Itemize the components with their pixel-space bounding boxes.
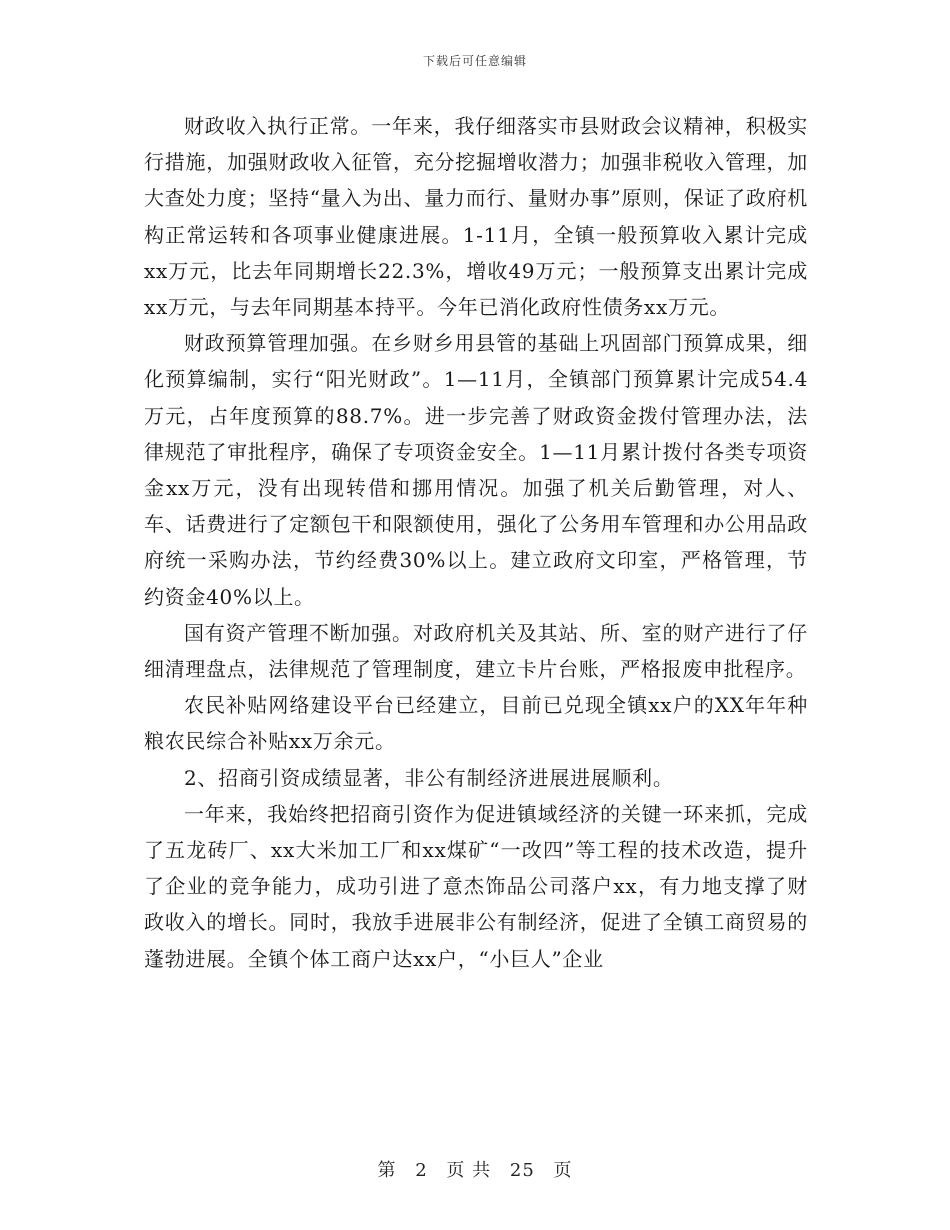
page-header: 下载后可任意编辑 [422,54,527,68]
paragraph-fiscal-revenue: 财政收入执行正常。一年来，我仔细落实市县财政会议精神，积极实行措施，加强财政收入征管，充分挖掘增收潜力；加强非税收入管理，加大查处力度；坚持“量入为出、量力而行、量财办事”原则，保证了政府机构正常运转和各项事业健康进展。1-11月，全镇一般预算收入累计完成xx万元，比去年同期增长22.3%，增收49万元；一般预算支出累计完成xx万元，与去年同期基本持平。今年已消化政府性债务xx万元。 [144,114,808,320]
paragraph-budget-management: 财政预算管理加强。在乡财乡用县管的基础上巩固部门预算成果，细化预算编制，实行“阳光财政”。1—11月，全镇部门预算累计完成54.4万元，占年度预算的88.7%。进一步完善了财政资金拨付管理办法，法律规范了审批程序，确保了专项资金安全。1—11月累计拨付各类专项资金xx万元，没有出现转借和挪用情况。加强了机关后勤管理，对人、车、话费进行了定额包干和限额使用，强化了公务用车管理和办公用品政府统一采购办法，节约经费30%以上。建立政府文印室，严格管理，节约资金40%以上。 [144,331,808,609]
paragraph-farmer-subsidy: 农民补贴网络建设平台已经建立，目前已兑现全镇xx户的XX年年种粮农民综合补贴xx万余元。 [144,693,808,754]
paragraph-investment: 一年来，我始终把招商引资作为促进镇域经济的关键一环来抓，完成了五龙砖厂、xx大米加工厂和xx煤矿“一改四”等工程的技术改造，提升了企业的竞争能力，成功引进了意杰饰品公司落户xx，有力地支撑了财政收入的增长。同时，我放手进展非公有制经济，促进了全镇工商贸易的蓬勃进展。全镇个体工商户达xx户，“小巨人”企业 [144,801,808,971]
page-footer [0,1156,950,1182]
paragraph-state-assets: 国有资产管理不断加强。对政府机关及其站、所、室的财产进行了仔细清理盘点，法律规范了管理制度，建立卡片台账，严格报废申批程序。 [144,620,808,682]
current-page-number: 2 [415,1160,428,1181]
total-pages-number: 25 [509,1160,535,1181]
document-body [144,108,808,977]
footer-prefix: 第 [377,1160,397,1181]
footer-middle: 页 共 [446,1160,492,1181]
footer-suffix: 页 [553,1160,573,1181]
section-heading-investment: 2、招商引资成绩显著，非公有制经济进展进展顺利。 [184,765,674,790]
